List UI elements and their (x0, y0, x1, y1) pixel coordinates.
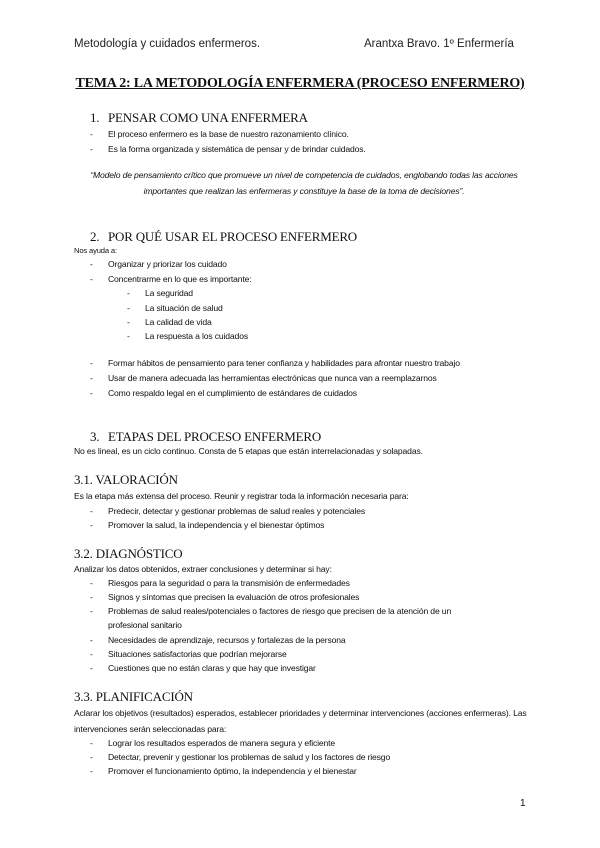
sub-list-item: - La situación de salud (127, 303, 223, 313)
list-item: - Usar de manera adecuada las herramientas electrónicas que nunca van a reemplazarnos (90, 373, 437, 383)
sub-list-item: - La calidad de vida (127, 317, 212, 327)
section-number: 2. (90, 229, 100, 244)
intro-text: Nos ayuda a: (74, 246, 117, 255)
subsection-diagnostico-heading: 3.2. DIAGNÓSTICO (74, 546, 183, 561)
list-item: - Predecir, detectar y gestionar problemas de salud reales y potenciales (90, 506, 366, 516)
list-item-continuation: profesional sanitario (108, 620, 182, 630)
subsection-planificacion-heading: 3.3. PLANIFICACIÓN (74, 689, 193, 704)
list-item: - Signos y síntomas que precisen la evaluación de otros profesionales (90, 592, 360, 602)
header-right: Arantxa Bravo. 1º Enfermería (364, 38, 514, 50)
list-item: - Promover la salud, la independencia y el bienestar óptimos (90, 520, 325, 530)
page-number: 1 (520, 798, 526, 809)
section-title: PENSAR COMO UNA ENFERMERA (108, 110, 308, 125)
definition-quote: “Modelo de pensamiento crítico que promueve un nivel de competencia de cuidados, englobando todas las acciones importantes que realizan las enfermeras y constituye la base de la toma de decisiones”. (90, 170, 518, 196)
list-item: - Formar hábitos de pensamiento para tener confianza y habilidades para afrontar nuestro trabajo (90, 358, 460, 368)
intro-text: Aclarar los objetivos (resultados) esperados, establecer prioridades y determinar intervenciones (acciones enfermeras). Las intervenciones serán seleccionadas para: (74, 708, 527, 734)
list-item: - Es la forma organizada y sistemática de pensar y de brindar cuidados. (90, 144, 366, 154)
intro-text: Analizar los datos obtenidos, extraer conclusiones y determinar si hay: (74, 564, 332, 574)
list-item: - Como respaldo legal en el cumplimiento de estándares de cuidados (90, 388, 357, 398)
section-number: 1. (90, 110, 100, 125)
document-title: TEMA 2: LA METODOLOGÍA ENFERMERA (PROCESO ENFERMERO) (75, 76, 525, 91)
subsection-valoracion-heading: 3.1. VALORACIÓN (74, 472, 178, 487)
section-number: 3. (90, 429, 100, 444)
intro-text: Es la etapa más extensa del proceso. Reunir y registrar toda la información necesaria para: (74, 491, 409, 501)
list-item: - Concentrarme en lo que es importante: (90, 274, 252, 284)
sub-list-item: - La seguridad (127, 288, 193, 298)
list-item: - Problemas de salud reales/potenciales o factores de riesgo que precisen de la atención de un (90, 606, 452, 616)
sub-list-item: - La respuesta a los cuidados (127, 331, 248, 341)
list-item: - Organizar y priorizar los cuidado (90, 259, 227, 269)
intro-text: No es lineal, es un ciclo continuo. Consta de 5 etapas que están interrelacionadas y solapadas. (74, 446, 423, 456)
list-item: - Necesidades de aprendizaje, recursos y fortalezas de la persona (90, 635, 346, 645)
list-item: - Riesgos para la seguridad o para la transmisión de enfermedades (90, 578, 350, 588)
list-item: - Lograr los resultados esperados de manera segura y eficiente (90, 738, 335, 748)
section-2-heading (90, 229, 357, 245)
header-left: Metodología y cuidados enfermeros. (74, 38, 261, 50)
section-title: POR QUÉ USAR EL PROCESO ENFERMERO (108, 229, 357, 244)
list-item: - El proceso enfermero es la base de nuestro razonamiento clínico. (90, 129, 349, 139)
list-item: - Detectar, prevenir y gestionar los problemas de salud y los factores de riesgo (90, 752, 391, 762)
section-1-heading (90, 110, 308, 126)
section-3-heading (90, 429, 321, 445)
list-item: - Situaciones satisfactorias que podrían mejorarse (90, 649, 287, 659)
list-item: - Cuestiones que no están claras y que hay que investigar (90, 663, 316, 673)
list-item: - Promover el funcionamiento óptimo, la independencia y el bienestar (90, 766, 357, 776)
section-title: ETAPAS DEL PROCESO ENFERMERO (108, 429, 322, 444)
